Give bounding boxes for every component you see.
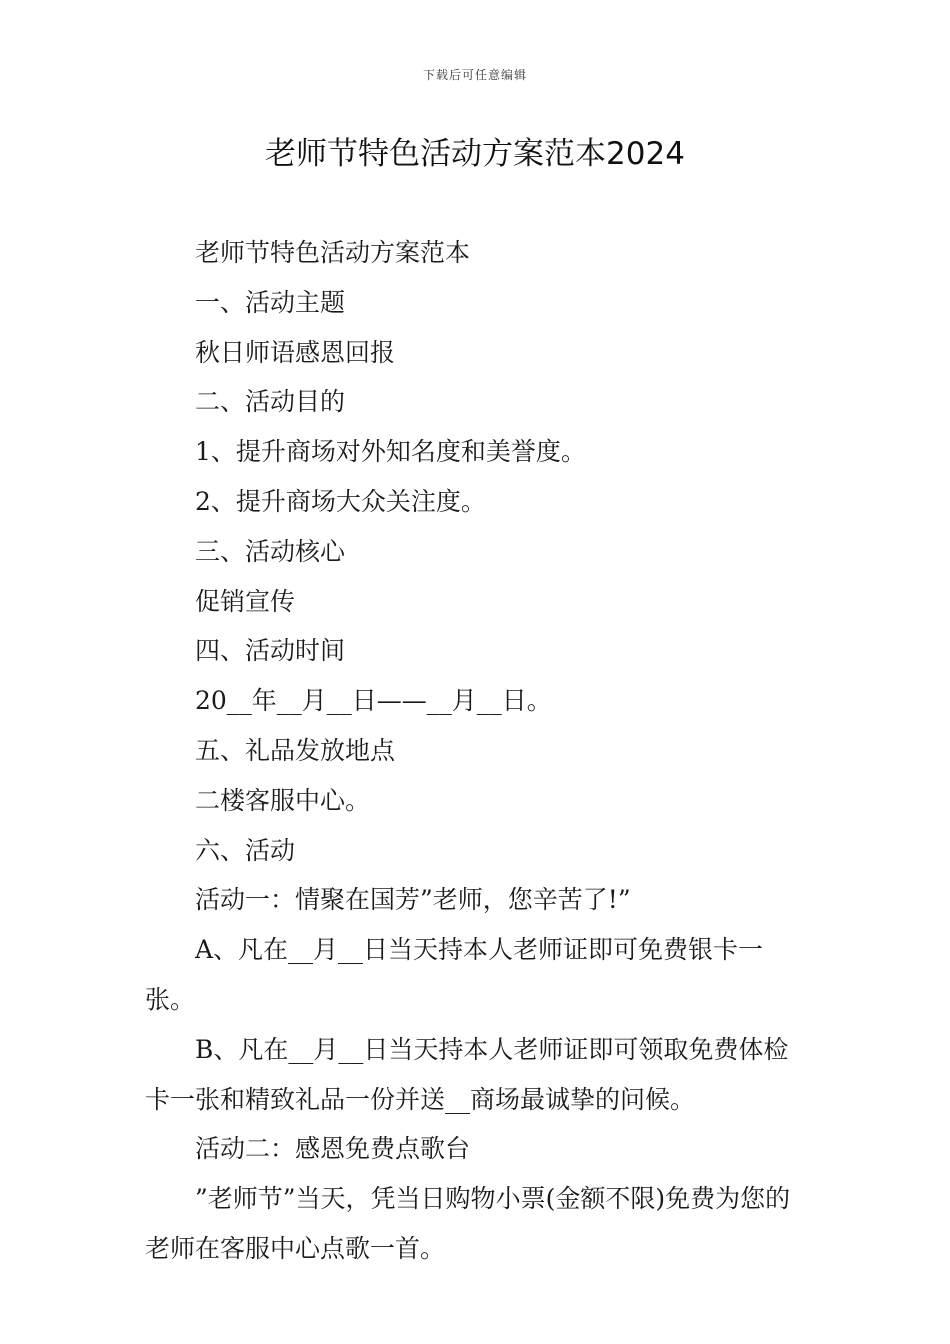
paragraph: 2、提升商场大众关注度。 xyxy=(195,486,486,516)
paragraph: 秋日师语感恩回报 xyxy=(195,337,396,367)
document-title: 老师节特色活动方案范本2024 xyxy=(265,136,685,172)
section-heading: 四、活动时间 xyxy=(195,636,346,666)
section-heading: 六、活动 xyxy=(195,835,296,865)
section-heading: 一、活动主题 xyxy=(195,287,346,317)
paragraph: 活动二：感恩免费点歌台 xyxy=(195,1134,471,1164)
paragraph: B、凡在__月__日当天持本人老师证即可领取免费体检卡一张和精致礼品一份并送__商场最诚挚的问候。 xyxy=(145,1034,789,1114)
paragraph: 活动一：情聚在国芳”老师，您辛苦了!” xyxy=(195,885,631,915)
paragraph: 二楼客服中心。 xyxy=(195,785,371,815)
document-body xyxy=(145,228,810,1274)
paragraph: A、凡在__月__日当天持本人老师证即可免费银卡一张。 xyxy=(145,935,764,1014)
paragraph: 20__年__月__日——__月__日。 xyxy=(195,686,552,716)
paragraph: 促销宣传 xyxy=(195,586,296,616)
section-heading: 二、活动目的 xyxy=(195,387,346,417)
section-heading: 三、活动核心 xyxy=(195,536,346,566)
section-heading: 五、礼品发放地点 xyxy=(195,735,396,765)
paragraph: ”老师节”当天，凭当日购物小票(金额不限)免费为您的老师在客服中心点歌一首。 xyxy=(145,1184,791,1263)
paragraph: 老师节特色活动方案范本 xyxy=(195,238,471,267)
header-note: 下载后可任意编辑 xyxy=(422,68,527,82)
paragraph: 1、提升商场对外知名度和美誉度。 xyxy=(195,437,586,467)
